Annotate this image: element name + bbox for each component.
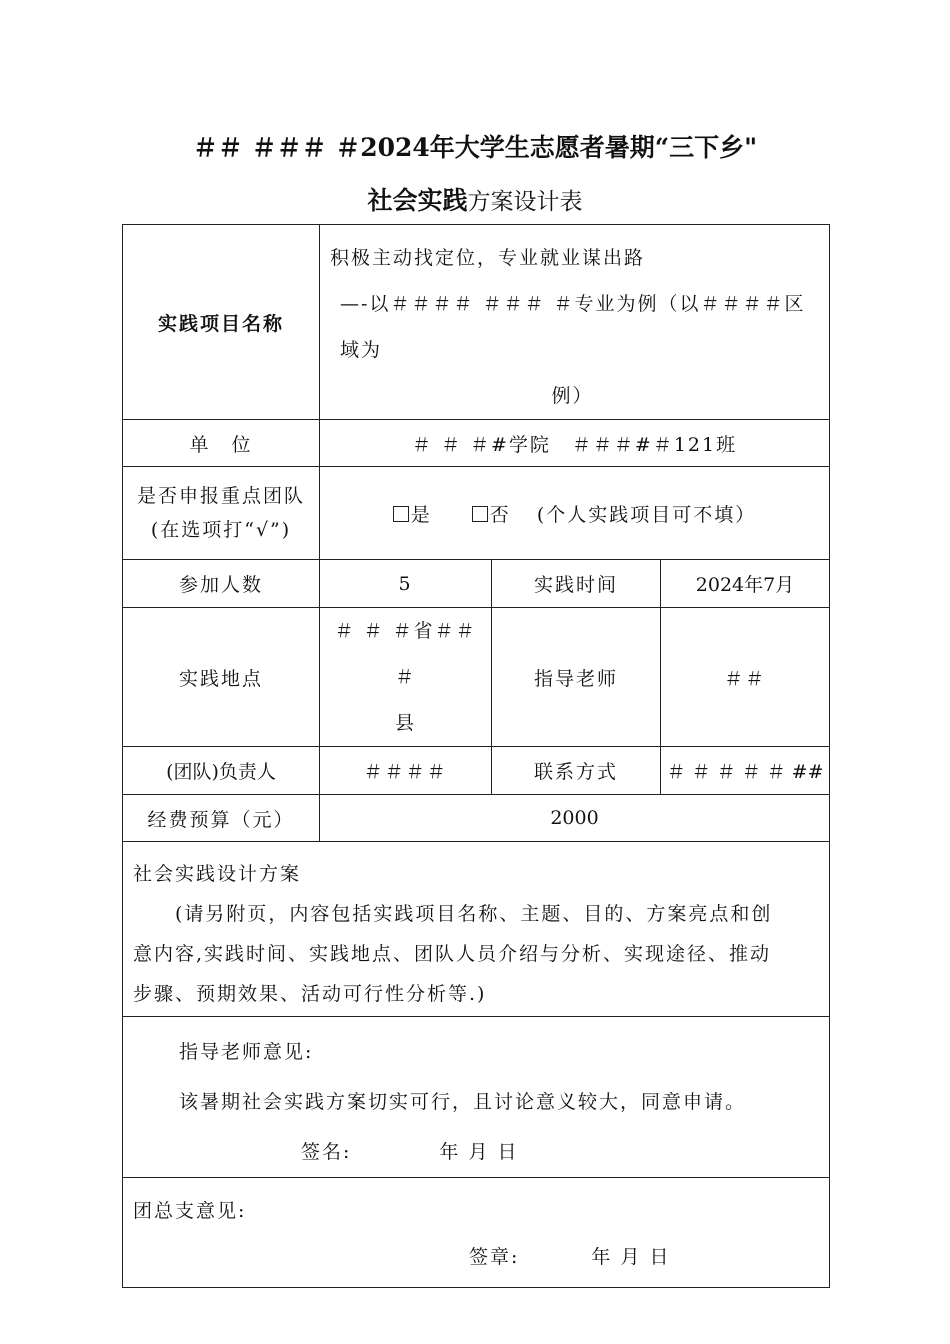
- time-value: 2024年7月: [661, 560, 830, 608]
- participants-value: 5: [320, 560, 492, 608]
- advisor-date: 年 月 日: [439, 1141, 519, 1163]
- league-seal-row: [133, 1234, 815, 1280]
- project-name-line2: —-以＃＃＃＃ ＃＃＃ ＃专业为例（以＃＃＃＃区域为: [340, 293, 806, 361]
- plan-heading: 社会实践设计方案: [133, 863, 302, 885]
- advisor-opinion-heading: 指导老师意见:: [179, 1041, 314, 1063]
- no-checkbox[interactable]: [472, 506, 488, 522]
- budget-label: 经费预算（元）: [123, 795, 320, 842]
- contact-value: ＃ ＃ ＃ ＃ ＃ ##: [661, 747, 830, 795]
- document-title-line2: [0, 181, 950, 217]
- yes-checkbox[interactable]: [393, 506, 409, 522]
- document-title-bold: 社会实践: [367, 186, 468, 215]
- application-form-table: [122, 224, 830, 1288]
- location-label: 实践地点: [123, 608, 320, 747]
- key-team-options: [320, 467, 830, 560]
- unit-value: ＃ ＃ ＃#学院 ＃＃＃#＃121班: [320, 420, 830, 467]
- location-value-line2: 县: [394, 712, 416, 734]
- document-title-rest: 方案设计表: [467, 189, 583, 215]
- plan-line1: (请另附页，内容包括实践项目名称、主题、目的、方案亮点和创: [175, 903, 773, 925]
- league-opinion-section: [123, 1178, 830, 1288]
- document-title-line1: ＃＃ ＃＃＃ ＃2024年大学生志愿者暑期“三下乡": [192, 133, 758, 162]
- advisor-sign-label: 签名:: [301, 1141, 352, 1163]
- unit-label: 单 位: [123, 420, 320, 467]
- budget-value: 2000: [320, 795, 830, 842]
- project-name-label: 实践项目名称: [123, 225, 320, 420]
- participants-label: 参加人数: [123, 560, 320, 608]
- key-team-label-line1: 是否申报重点团队: [136, 485, 305, 507]
- leader-value: ＃＃＃＃: [320, 747, 492, 795]
- project-name-line3: 例）: [551, 385, 594, 407]
- plan-section: [123, 842, 830, 1017]
- advisor-opinion-text: 该暑期社会实践方案切实可行，且讨论意义较大，同意申请。: [179, 1091, 747, 1113]
- project-name-line1: 积极主动找定位，专业就业谋出路: [330, 247, 646, 269]
- league-seal-label: 签章:: [469, 1246, 520, 1268]
- no-label: 否: [489, 503, 511, 526]
- league-date: 年 月 日: [591, 1246, 671, 1268]
- contact-label: 联系方式: [492, 747, 661, 795]
- advisor-label: 指导老师: [492, 608, 661, 747]
- key-team-note: (个人实践项目可不填）: [536, 503, 757, 526]
- advisor-opinion-section: [123, 1017, 830, 1178]
- yes-label: 是: [410, 503, 432, 526]
- plan-line3: 步骤、预期效果、活动可行性分析等.): [133, 983, 487, 1005]
- advisor-signature-row: [133, 1127, 815, 1177]
- leader-label: (团队)负责人: [123, 747, 320, 795]
- project-name-value: [320, 225, 830, 420]
- location-value-line1: ＃ ＃ ＃省＃＃ ＃: [334, 620, 477, 688]
- plan-line2: 意内容,实践时间、实践地点、团队人员介绍与分析、实现途径、推动: [133, 943, 772, 965]
- advisor-value: ＃＃: [661, 608, 830, 747]
- key-team-label: [123, 467, 320, 560]
- league-opinion-heading: 团总支意见:: [133, 1200, 247, 1222]
- key-team-label-line2: (在选项打“√”): [150, 519, 292, 541]
- time-label: 实践时间: [492, 560, 661, 608]
- location-value: [320, 608, 492, 747]
